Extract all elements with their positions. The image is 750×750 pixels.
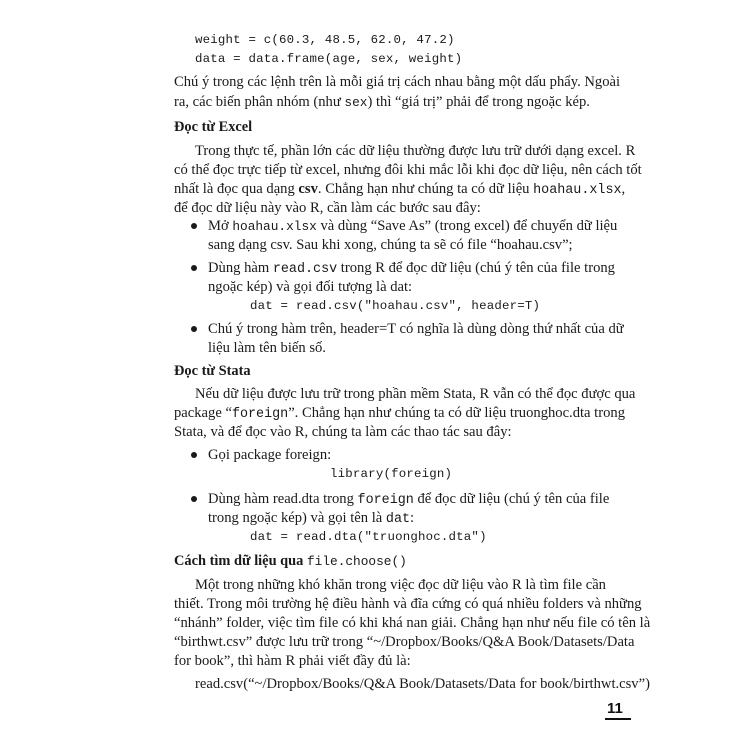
heading-code-file-choose: file.choose() xyxy=(306,554,407,569)
stata-text: ”. Chẳng hạn như chúng ta có dữ liệu truonghoc.dta trong xyxy=(288,405,625,421)
choose-para-line-4: “birthwt.csv” được lưu trữ trong “~/Dropbox/Books/Q&A Book/Datasets/Data xyxy=(174,634,635,650)
excel-bullet-2-line-2: ngoặc kép) và gọi đối tượng là dat: xyxy=(208,279,413,295)
bullet-code-filename: hoahau.xlsx xyxy=(232,219,317,234)
excel-bullet-1-line-1 xyxy=(208,217,617,236)
heading-stata: Đọc từ Stata xyxy=(174,363,251,379)
bullet-text: Dùng hàm xyxy=(208,260,273,276)
excel-bullet-3-line-1: Chú ý trong hàm trên, header=T có nghĩa là dùng dòng thứ nhất của dữ xyxy=(208,321,624,337)
choose-para-line-3: “nhánh” folder, việc tìm file có khi khá nan giải. Chẳng hạn như nếu file có tên là xyxy=(174,615,651,631)
bullet-code-foreign: foreign xyxy=(357,493,414,508)
note-text: ra, các biến phân nhóm (như xyxy=(174,94,345,110)
excel-para-line-1: Trong thực tế, phần lớn các dữ liệu thường được lưu trữ dưới dạng excel. R xyxy=(195,143,636,159)
code-library-foreign: library(foreign) xyxy=(330,467,453,481)
bullet-text: trong R để đọc dữ liệu (chú ý tên của file trong xyxy=(337,260,615,276)
stata-text: package “ xyxy=(174,405,232,421)
heading-text: Cách tìm dữ liệu qua xyxy=(174,553,307,569)
excel-text: nhất là đọc qua dạng xyxy=(174,181,299,197)
page-number: 11 xyxy=(607,700,623,717)
bullet-text: Dùng hàm read.dta trong xyxy=(208,491,358,507)
code-read-csv: dat = read.csv("hoahau.csv", header=T) xyxy=(250,299,541,313)
note-line-1: Chú ý trong các lệnh trên là mỗi giá trị cách nhau bằng một dấu phẩy. Ngoài xyxy=(174,74,621,90)
stata-bullet-2-line-2 xyxy=(208,509,414,529)
bullet-code-dat: dat xyxy=(385,512,411,527)
note-line-2 xyxy=(174,93,590,112)
note-code-sex: sex xyxy=(344,95,368,110)
excel-bullet-2-line-1 xyxy=(208,259,615,279)
bullet-text: : xyxy=(410,510,415,526)
excel-text: , xyxy=(621,181,626,197)
excel-code-filename: hoahau.xlsx xyxy=(533,183,622,198)
stata-para-line-2 xyxy=(174,404,625,424)
excel-text: . Chẳng hạn như chúng ta có dữ liệu xyxy=(317,181,534,197)
heading-excel: Đọc từ Excel xyxy=(174,119,253,135)
choose-read-csv-line: read.csv(“~/Dropbox/Books/Q&A Book/Datasets/Data for book/birthwt.csv”) xyxy=(195,676,650,692)
bullet-text: Mở xyxy=(208,218,233,234)
stata-bullet-1: Gọi package foreign: xyxy=(208,447,332,463)
stata-bullet-2-line-1 xyxy=(208,490,609,510)
code-read-dta: dat = read.dta("truonghoc.dta") xyxy=(250,530,487,544)
bullet-text: để đọc dữ liệu (chú ý tên của file xyxy=(413,491,610,507)
stata-code-foreign: foreign xyxy=(231,407,289,422)
excel-bullet-3-line-2: liệu làm tên biến số. xyxy=(208,340,326,356)
bullet-text: trong ngoặc kép) và gọi tên là xyxy=(208,510,386,526)
bullet-icon xyxy=(191,223,197,229)
heading-file-choose xyxy=(174,552,407,571)
bullet-code-readcsv: read.csv xyxy=(272,262,338,277)
excel-para-line-2: có thể đọc trực tiếp từ excel, nhưng đôi khi mắc lỗi khi đọc dữ liệu, nên cách tốt xyxy=(174,162,642,178)
code-data-line: data = data.frame(age, sex, weight) xyxy=(195,52,463,66)
stata-para-line-1: Nếu dữ liệu được lưu trữ trong phần mềm Stata, R vẫn có thể đọc được qua xyxy=(195,386,636,402)
choose-para-line-1: Một trong những khó khăn trong việc đọc dữ liệu vào R là tìm file cần xyxy=(195,577,606,593)
bullet-icon xyxy=(191,452,197,458)
excel-bullet-1-line-2: sang dạng csv. Sau khi xong, chúng ta sẽ có file “hoahau.csv”; xyxy=(208,237,573,253)
bullet-icon xyxy=(191,496,197,502)
choose-para-line-2: thiết. Trong môi trường hệ điều hành và đĩa cứng có quá nhiều folders và những xyxy=(174,596,642,612)
bullet-text: và dùng “Save As” (trong excel) để chuyển dữ liệu xyxy=(316,218,618,234)
choose-para-line-5: for book”, thì hàm R phải viết đầy đủ là: xyxy=(174,653,411,669)
code-weight-line: weight = c(60.3, 48.5, 62.0, 47.2) xyxy=(195,33,455,47)
stata-para-line-3: Stata, và để đọc vào R, chúng ta làm các thao tác sau đây: xyxy=(174,424,512,440)
note-text: ) thì “giá trị” phải để trong ngoặc kép. xyxy=(367,94,590,110)
bullet-icon xyxy=(191,326,197,332)
excel-para-line-3 xyxy=(174,180,625,200)
bullet-icon xyxy=(191,265,197,271)
excel-para-line-4: để đọc dữ liệu này vào R, cần làm các bước sau đây: xyxy=(174,200,481,216)
excel-bold-csv: csv xyxy=(298,181,318,197)
page-number-rule xyxy=(605,718,631,720)
